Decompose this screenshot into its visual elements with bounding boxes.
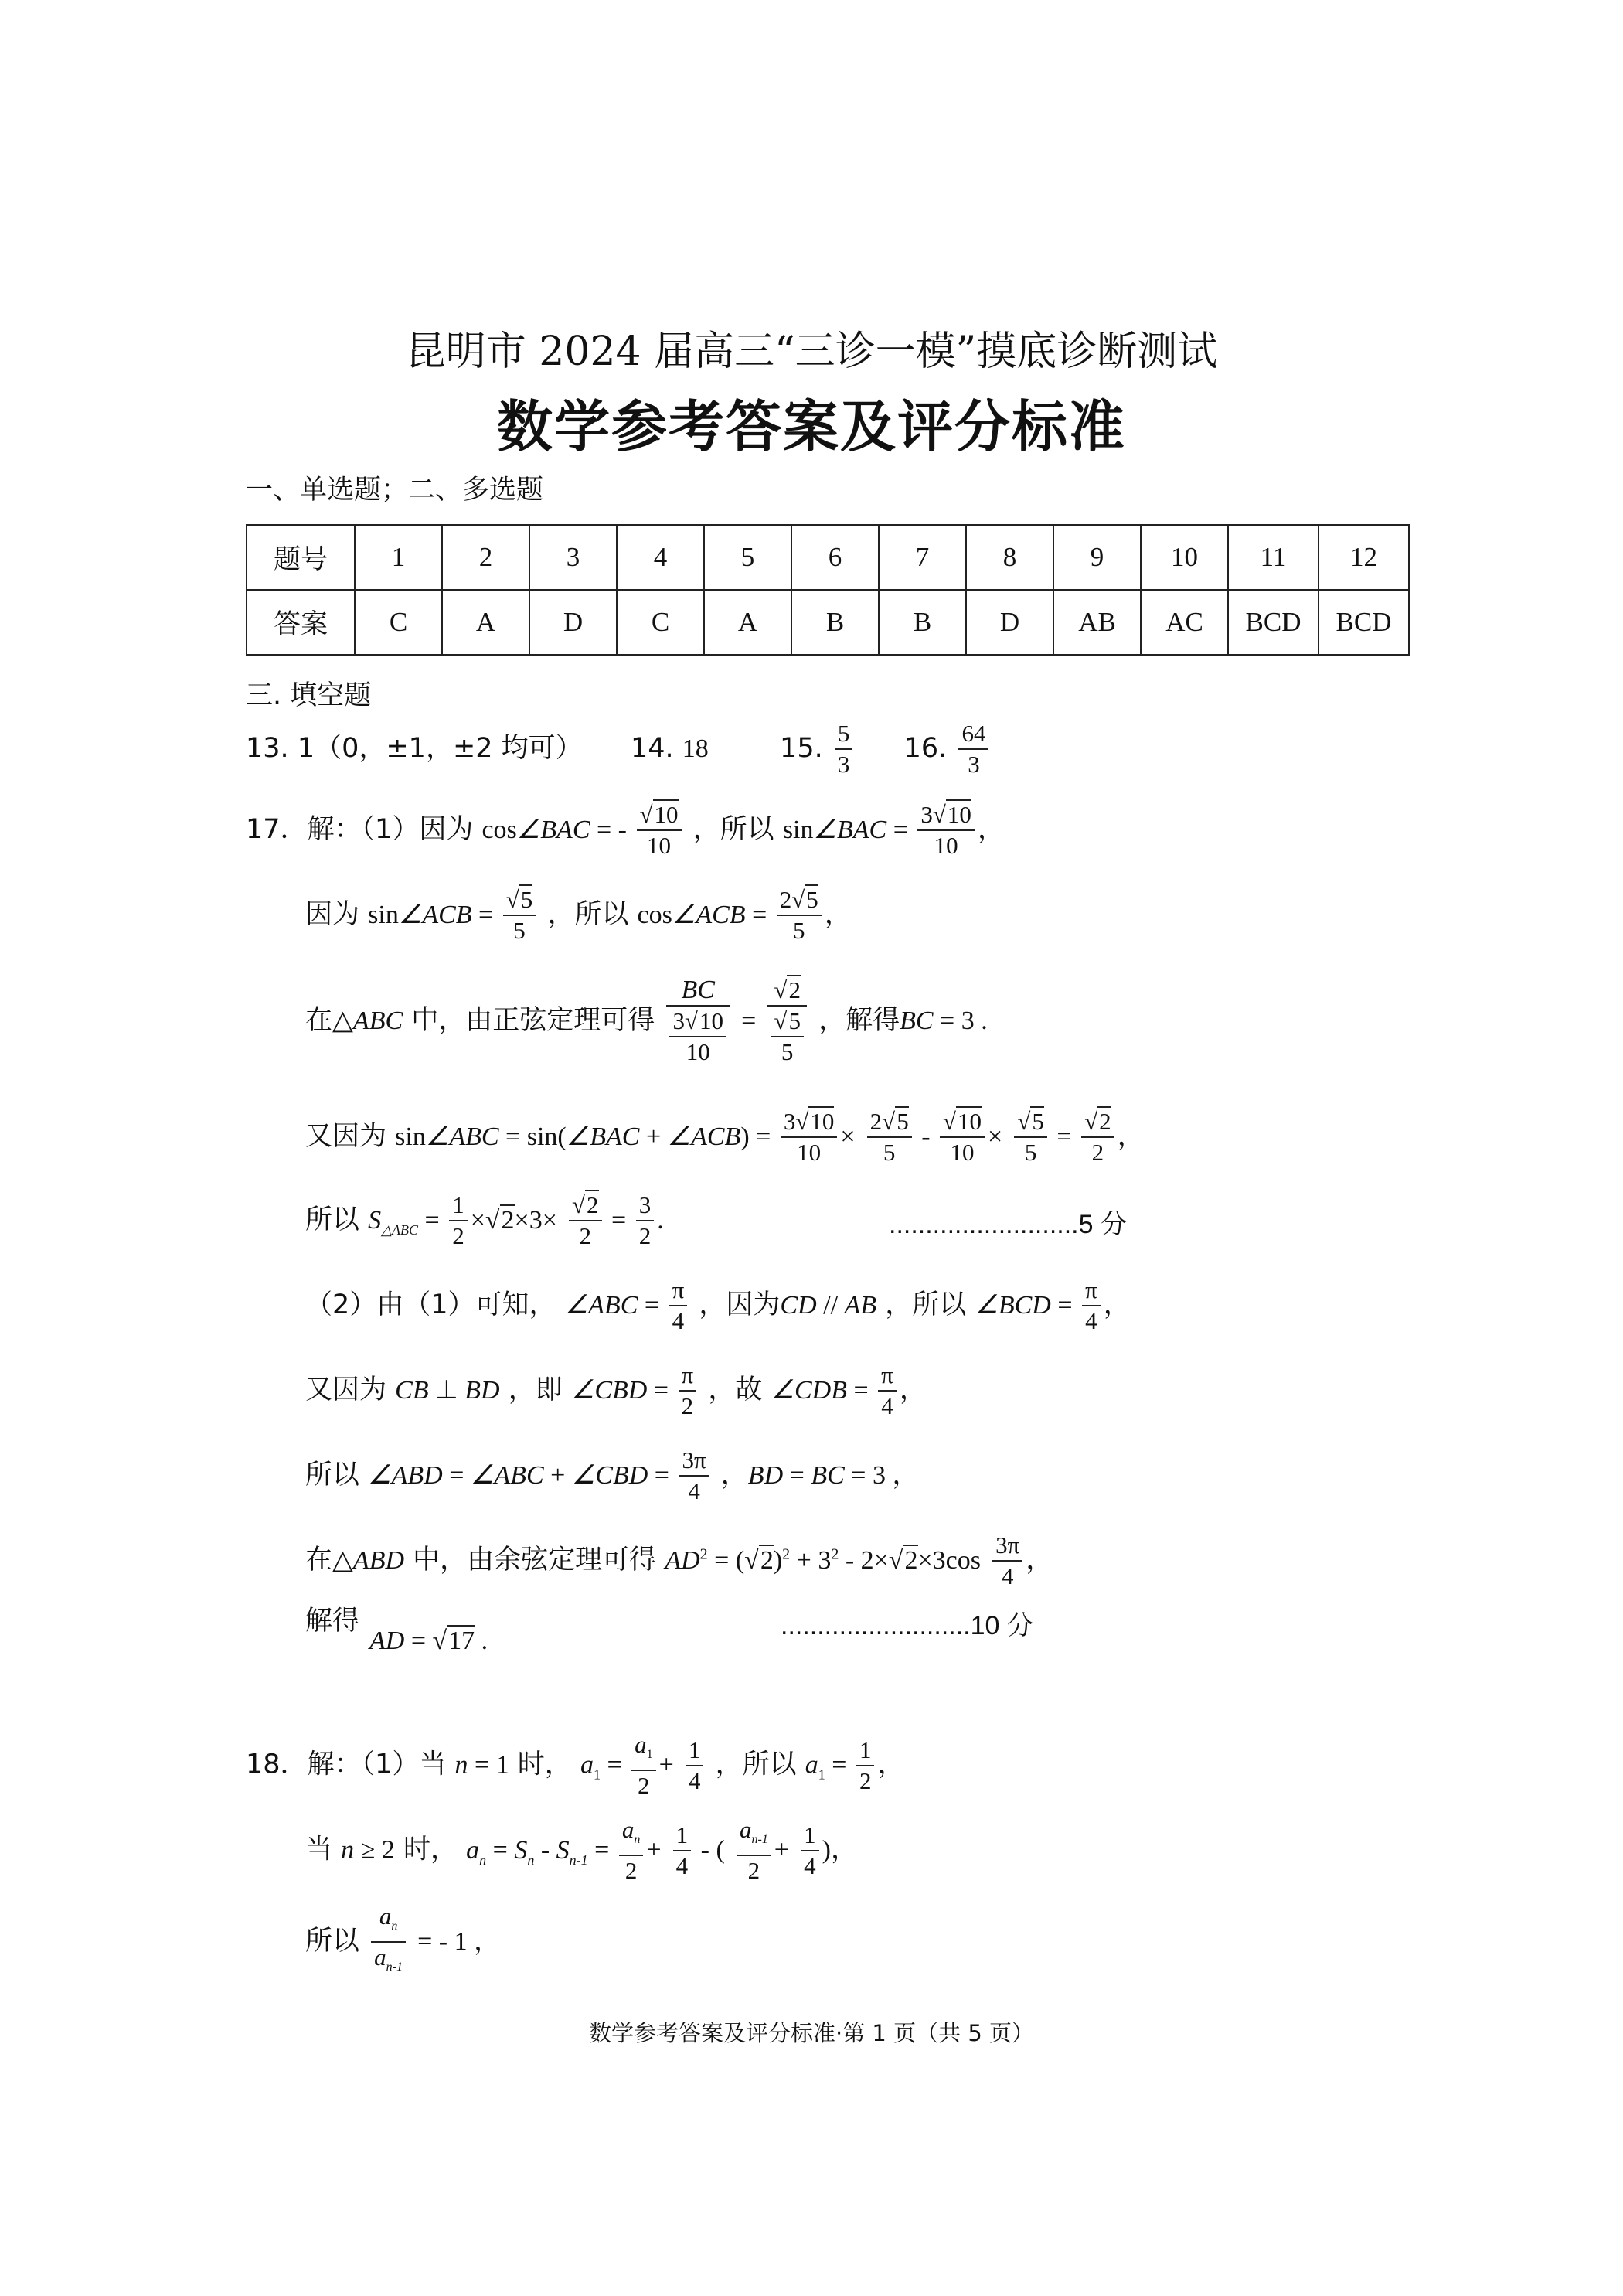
math-fraction: $\frac{2√5}{5}$ [867, 1107, 912, 1167]
math-fraction: $\frac{1}{2}$ [449, 1191, 468, 1251]
math-fraction: $\frac{BC}{\frac{3√10}{10}}$ [666, 976, 730, 1067]
document-title: 数学参考答案及评分标准 [496, 394, 1126, 459]
q17-line1: 17．解：（1）因为 cos∠BAC = - $\frac{√10}{10}$ ，所以 sin∠BAC = $\frac{3√10}{10}$ ， [246, 801, 1005, 859]
section-choice-heading: 一、单选题；二、多选题 [246, 475, 544, 506]
math-fraction: $\frac{3√10}{10}$ [917, 800, 975, 860]
table-cell: 5 [704, 525, 791, 590]
math-fraction: $\frac{3}{2}$ [636, 1191, 655, 1251]
q18-label: 18．解： [246, 1749, 362, 1780]
math-fraction: $\frac{a_n}{a_{n-1}}$ [371, 1902, 406, 1982]
table-cell: D [529, 590, 617, 655]
table-cell: 7 [879, 525, 966, 590]
table-cell: 1 [355, 525, 442, 590]
table-cell: D [966, 590, 1053, 655]
score-marker-5: ..........................5 分 [889, 1210, 1127, 1239]
table-cell: BCD [1228, 590, 1318, 655]
row-label-answer: 答案 [247, 590, 355, 655]
math-fraction: $\frac{1}{4}$ [673, 1821, 692, 1881]
table-cell: A [704, 590, 791, 655]
math-fraction: $\frac{√5}{5}$ [1014, 1107, 1047, 1167]
table-cell: B [791, 590, 879, 655]
math-fraction: $\frac{1}{4}$ [801, 1821, 819, 1881]
q17-line8: 所以 ∠ABD = ∠ABC + ∠CBD = $\frac{3\pi}{4}$ ，BD = BC = 3 ， [305, 1446, 919, 1504]
table-cell: BCD [1318, 590, 1409, 655]
table-cell: AB [1053, 590, 1141, 655]
q17-line7: 又因为 CB ⊥ BD ，即 ∠CBD = $\frac{\pi}{2}$ ，故 ∠CDB = $\frac{\pi}{4}$ ， [305, 1361, 927, 1419]
table-row-numbers [247, 525, 1409, 590]
math-fraction: $\frac{√10}{10}$ [637, 800, 682, 860]
math-fraction: $\frac{2√5}{5}$ [777, 885, 822, 945]
score-marker-10: ..........................10 分 [781, 1611, 1033, 1640]
q16-label: 16. [903, 733, 948, 764]
math-fraction: $\frac{√2}{2}$ [1081, 1107, 1114, 1167]
answer-table [246, 524, 1410, 656]
table-cell: C [617, 590, 704, 655]
q17-line6: （2）由（1）可知， ∠ABC = $\frac{\pi}{4}$ ，因为CD // AB ，所以 ∠BCD = $\frac{\pi}{4}$ ， [305, 1276, 1131, 1334]
math-fraction: $\frac{a_{n-1}}{2}$ [737, 1815, 771, 1886]
q18-line3: 所以 $\frac{a_n}{a_{n-1}}$ = - 1 ， [305, 1902, 500, 1982]
table-cell: 9 [1053, 525, 1141, 590]
table-cell: AC [1141, 590, 1228, 655]
section-fill-heading: 三. 填空题 [246, 680, 372, 711]
q18-line2: 当 n ≥ 2 时， $a_n = S_n - S_{n-1}$ = $\frac{a_n}{2}$ + $\frac{1}{4}$ - ( $\frac{a_{n-1}}{2}$ + $\frac{1}{4}$ )， [305, 1816, 858, 1885]
math-fraction: $\frac{3√10}{10}$ [781, 1107, 838, 1167]
table-cell: 6 [791, 525, 879, 590]
table-cell: B [879, 590, 966, 655]
math-fraction: $\frac{1}{2}$ [856, 1736, 875, 1796]
table-cell: 10 [1141, 525, 1228, 590]
q14-label: 14. [630, 733, 674, 764]
math-fraction: $\frac{\pi}{4}$ [878, 1361, 897, 1421]
exam-title: 昆明市 2024 届高三“三诊一模”摸底诊断测试 [405, 329, 1218, 375]
math-fraction: $\frac{\pi}{4}$ [1082, 1276, 1101, 1336]
table-cell: 4 [617, 525, 704, 590]
fill-answers-line [246, 719, 992, 779]
q17-line5: 所以 $S_{\triangle ABC}$ = $\frac{1}{2}$ ×√2×3× $\frac{√2}{2}$ = $\frac{3}{2}$ . [305, 1191, 664, 1249]
math-fraction: $\frac{a_n}{2}$ [619, 1815, 644, 1886]
page-footer: 数学参考答案及评分标准·第 1 页（共 5 页） [589, 2020, 1034, 2046]
q15-label: 15. [780, 733, 823, 764]
q17-line9: 在△ABD 中，由余弦定理可得 $AD^2 = (√2)^2 + 3^2 - 2\times√2\times 3\cos$ $\frac{3\pi}{4}$ ， [305, 1531, 1053, 1589]
math-fraction: $\frac{\pi}{4}$ [669, 1276, 688, 1336]
math-fraction: $\frac{√2}{\frac{√5}{5}}$ [767, 976, 807, 1067]
q17-line4: 又因为 sin∠ABC = sin(∠BAC + ∠ACB) = $\frac{3√10}{10}$ × $\frac{2√5}{5}$ - $\frac{√10}{10}$ × $\frac{√5}{5}$ = $\frac{√2}{2}$ ， [305, 1108, 1145, 1166]
q14-answer: 18 [682, 734, 709, 763]
q16-fraction: $\frac{64}{3}$ [958, 719, 988, 779]
q13-answer: 1（0，±1，±2 均可） [297, 733, 583, 764]
q18-line1: 18．解：（1）当 n = 1 时， $a_1$ = $\frac{a_1}{2}$ + $\frac{1}{4}$ ，所以 $a_1$ = $\frac{1}{2}$ ， [246, 1731, 905, 1800]
table-cell: 11 [1228, 525, 1318, 590]
row-label-number: 题号 [247, 525, 355, 590]
math-fraction: $\frac{3\pi}{4}$ [992, 1531, 1022, 1591]
q17-line2: 因为 sin∠ACB = $\frac{√5}{5}$ ，所以 cos∠ACB = $\frac{2√5}{5}$ ， [305, 886, 852, 944]
table-cell: 3 [529, 525, 617, 590]
q17-line3: 在△ABC 中，由正弦定理可得 $\frac{BC}{\frac{3√10}{10}}$ = $\frac{√2}{\frac{√5}{5}}$ ，解得BC = 3 . [305, 976, 988, 1065]
q17-line10: AD = √17 . [369, 1627, 488, 1655]
table-cell: C [355, 590, 442, 655]
q13-label: 13. [246, 733, 289, 764]
math-fraction: $\frac{√5}{5}$ [503, 885, 536, 945]
q17-label: 17．解： [246, 814, 362, 845]
math-fraction: $\frac{3\pi}{4}$ [679, 1446, 709, 1506]
math-fraction: $\frac{1}{4}$ [686, 1736, 704, 1796]
table-cell: 2 [442, 525, 529, 590]
table-row-answers [247, 590, 1409, 655]
table-cell: 12 [1318, 525, 1409, 590]
math-fraction: $\frac{\pi}{2}$ [679, 1361, 697, 1421]
table-cell: A [442, 590, 529, 655]
q17-jiede-label: 解得 [305, 1606, 360, 1637]
math-fraction: $\frac{√10}{10}$ [940, 1107, 985, 1167]
q15-fraction: $\frac{5}{3}$ [835, 719, 853, 779]
table-cell: 8 [966, 525, 1053, 590]
math-fraction: $\frac{a_1}{2}$ [631, 1730, 656, 1800]
math-fraction: $\frac{√2}{2}$ [569, 1191, 602, 1251]
